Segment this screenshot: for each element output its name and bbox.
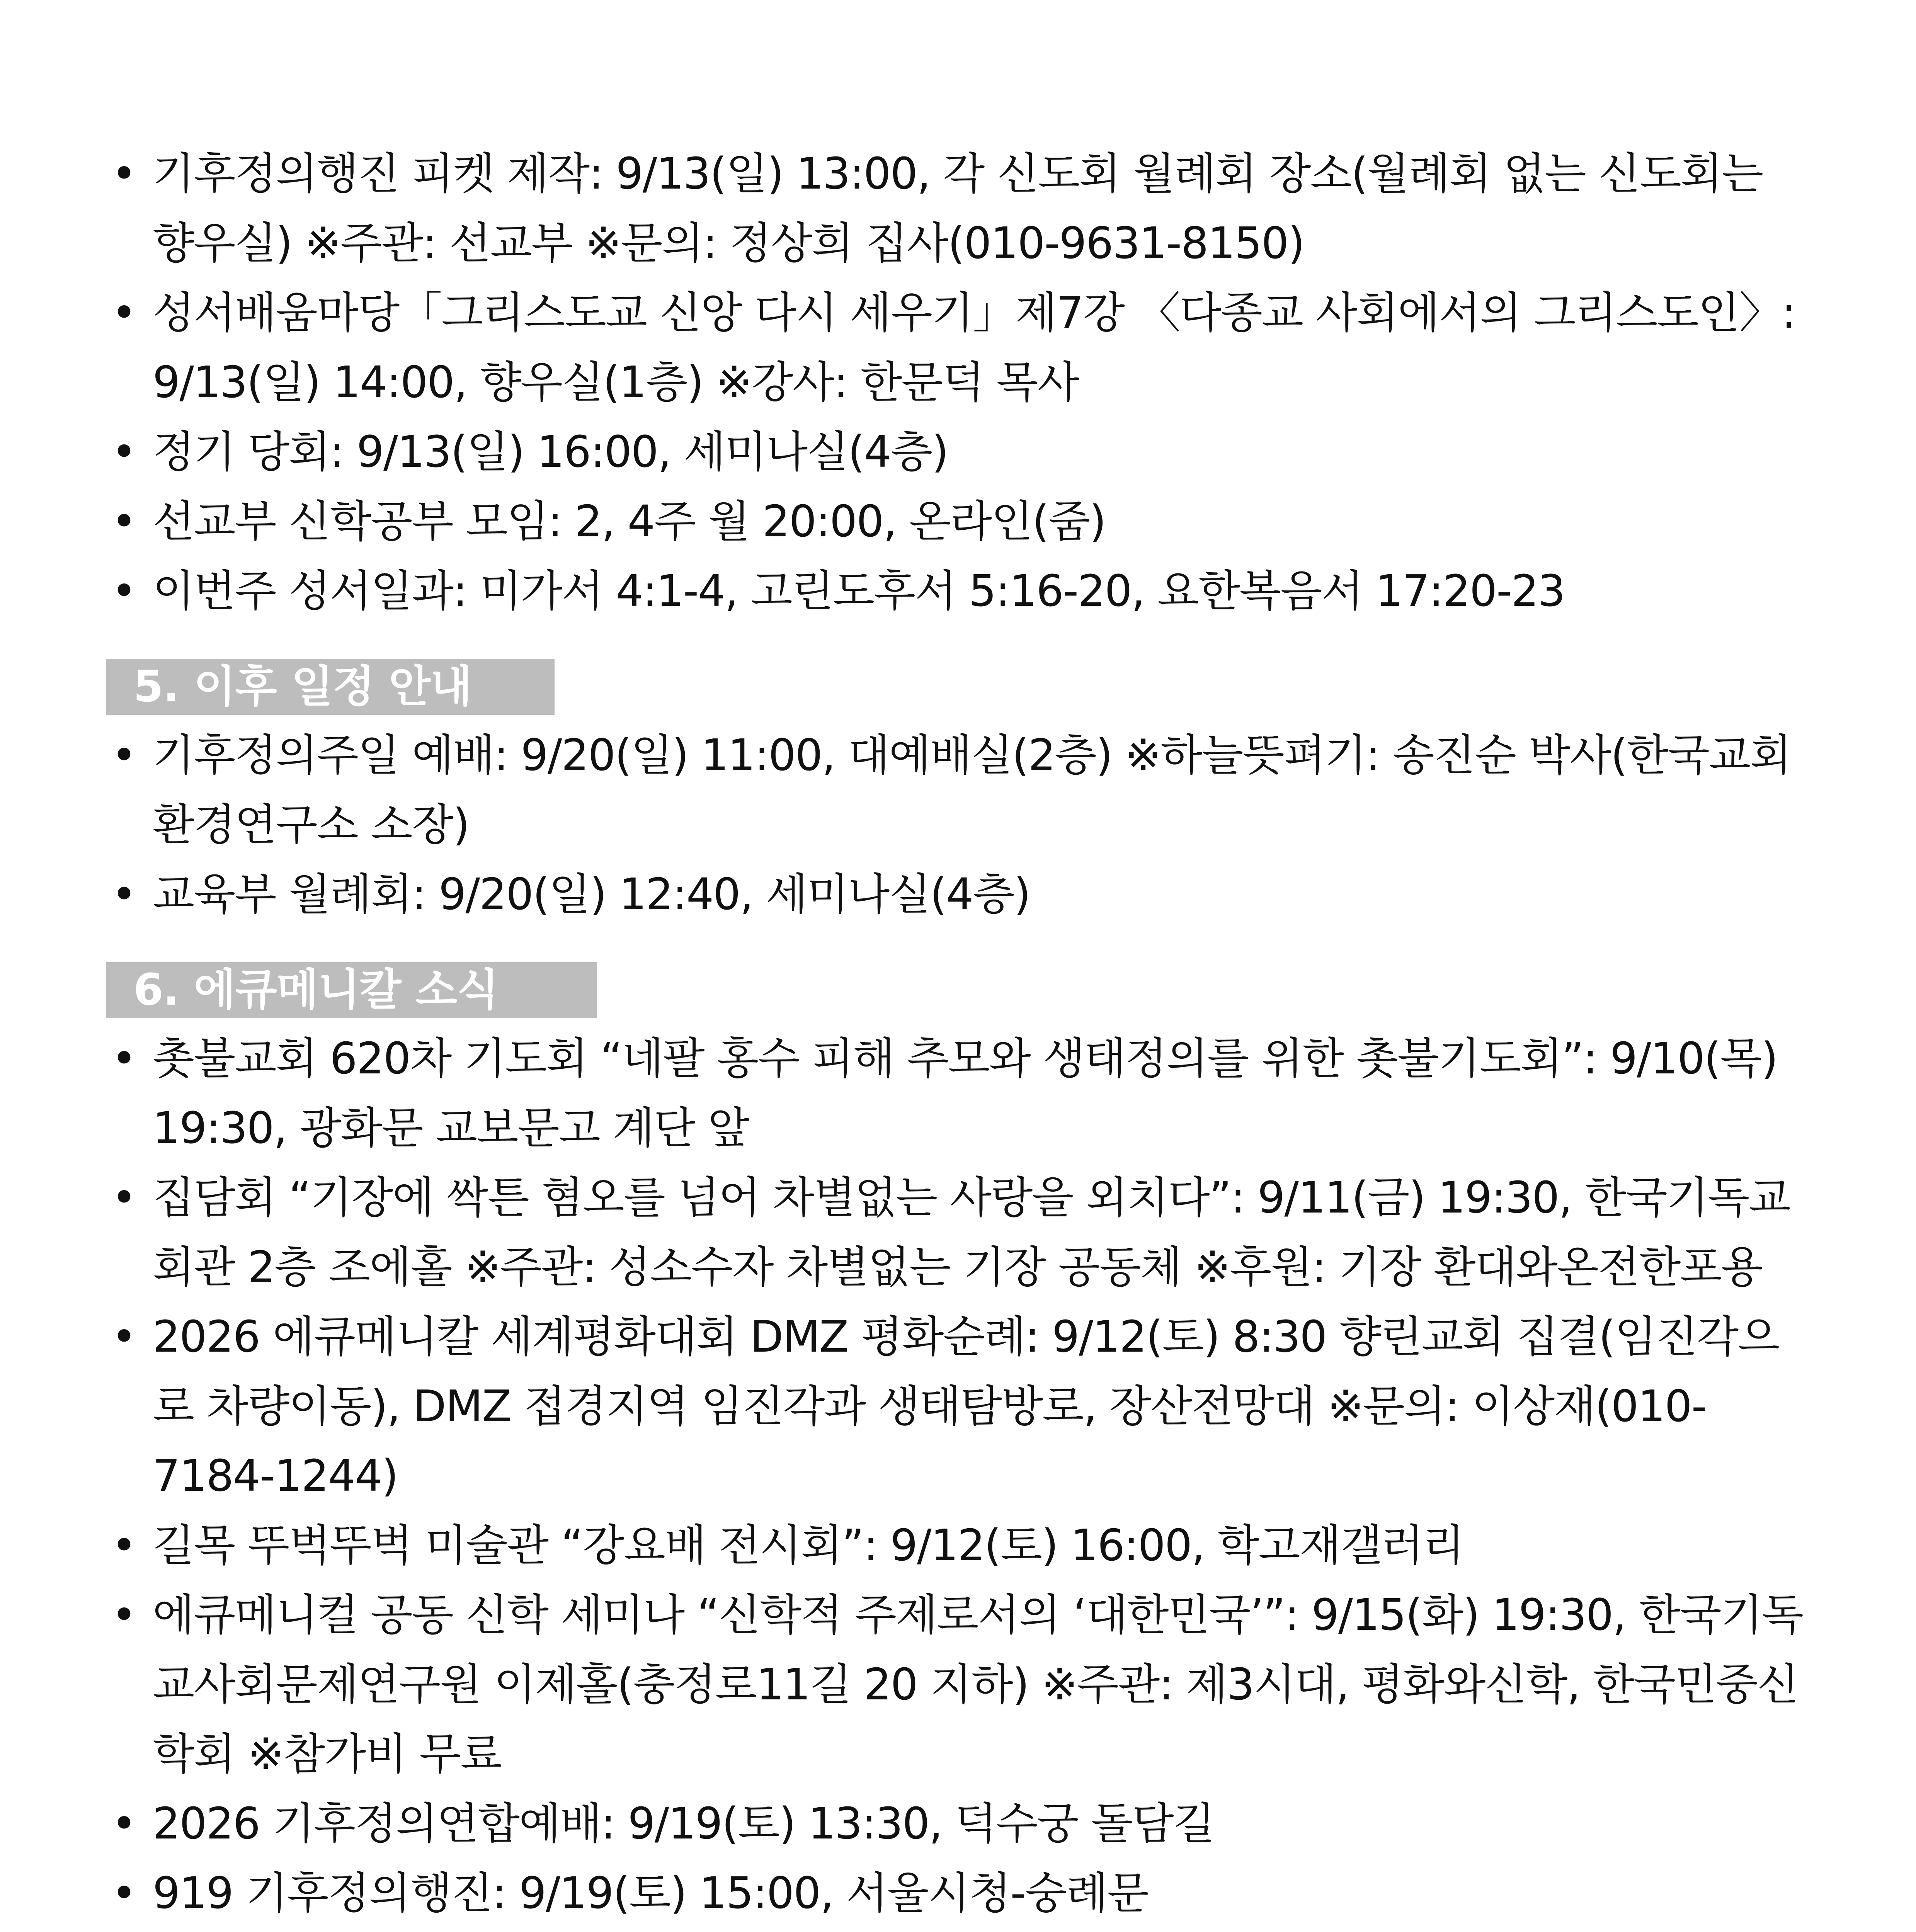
bullet-icon: • [111, 1868, 136, 1918]
bullet-icon: • [111, 1173, 136, 1223]
list-item: • 이번주 성서일과: 미가서 4:1-4, 고린도후서 5:16-20, 요한복음서 17:20-23 [106, 556, 1814, 626]
announcement-list [106, 139, 1814, 626]
list-item: • 교육부 월례회: 9/20(일) 12:40, 세미나실(4층) [106, 860, 1814, 929]
upcoming-list [106, 721, 1814, 929]
list-item: • 에큐메니컬 공동 신학 세미나 “신학적 주제로서의 ‘대한민국’”: 9/15(화) 19:30, 한국기독교사회문제연구원 이제홀(충정로11길 20 지하) ※주관: 제3시대, 평화와신학, 한국민중신학회 ※참가비 무료 [106, 1580, 1814, 1789]
bullet-icon: • [111, 730, 136, 781]
list-item: • 919 기후정의행진: 9/19(토) 15:00, 서울시청-숭례문 [106, 1859, 1814, 1928]
list-item: • 기후정의주일 예배: 9/20(일) 11:00, 대예배실(2층) ※하늘뜻펴기: 송진순 박사(한국교회환경연구소 소장) [106, 721, 1814, 860]
section-heading-ecumenical: 6. 에큐메니칼 소식 [106, 962, 597, 1018]
list-item: • 기후정의행진 피켓 제작: 9/13(일) 13:00, 각 신도회 월례회 장소(월례회 없는 신도회는 향우실) ※주관: 선교부 ※문의: 정상희 집사(010-9631-8150) [106, 139, 1814, 278]
ecumenical-list [106, 1024, 1814, 1928]
list-item: • 선교부 신학공부 모임: 2, 4주 월 20:00, 온라인(줌) [106, 487, 1814, 556]
bullet-icon: • [111, 869, 136, 920]
list-item: • 정기 당회: 9/13(일) 16:00, 세미나실(4층) [106, 417, 1814, 487]
bullet-icon: • [111, 1799, 136, 1849]
list-item: • 성서배움마당「그리스도교 신앙 다시 세우기」제7강 〈다종교 사회에서의 그리스도인〉: 9/13(일) 14:00, 향우실(1층) ※강사: 한문덕 목사 [106, 278, 1814, 417]
bullet-icon: • [111, 149, 136, 199]
bullet-icon: • [111, 288, 136, 338]
list-item: • 2026 에큐메니칼 세계평화대회 DMZ 평화순례: 9/12(토) 8:30 향린교회 집결(임진각으로 차량이동), DMZ 접경지역 임진각과 생태탐방로, 장산전망대 ※문의: 이상재(010-7184-1244) [106, 1302, 1814, 1511]
bullet-icon: • [111, 427, 136, 477]
list-item: • 길목 뚜벅뚜벅 미술관 “강요배 전시회”: 9/12(토) 16:00, 학고재갤러리 [106, 1511, 1814, 1580]
bullet-icon: • [111, 497, 136, 547]
list-item: • 2026 기후정의연합예배: 9/19(토) 13:30, 덕수궁 돌담길 [106, 1789, 1814, 1859]
bullet-icon: • [111, 1034, 136, 1084]
bullet-icon: • [111, 1312, 136, 1362]
list-item: • 집담회 “기장에 싹튼 혐오를 넘어 차별없는 사랑을 외치다”: 9/11(금) 19:30, 한국기독교회관 2층 조에홀 ※주관: 성소수자 차별없는 기장 공동체 ※후원: 기장 환대와온전한포용 [106, 1163, 1814, 1302]
bullet-icon: • [111, 1590, 136, 1640]
list-item: • 촛불교회 620차 기도회 “네팔 홍수 피해 추모와 생태정의를 위한 촛불기도회”: 9/10(목) 19:30, 광화문 교보문고 계단 앞 [106, 1024, 1814, 1163]
bulletin-content [106, 139, 1814, 1932]
bullet-icon: • [111, 566, 136, 616]
bullet-icon: • [111, 1520, 136, 1571]
section-heading-upcoming: 5. 이후 일정 안내 [106, 659, 555, 715]
